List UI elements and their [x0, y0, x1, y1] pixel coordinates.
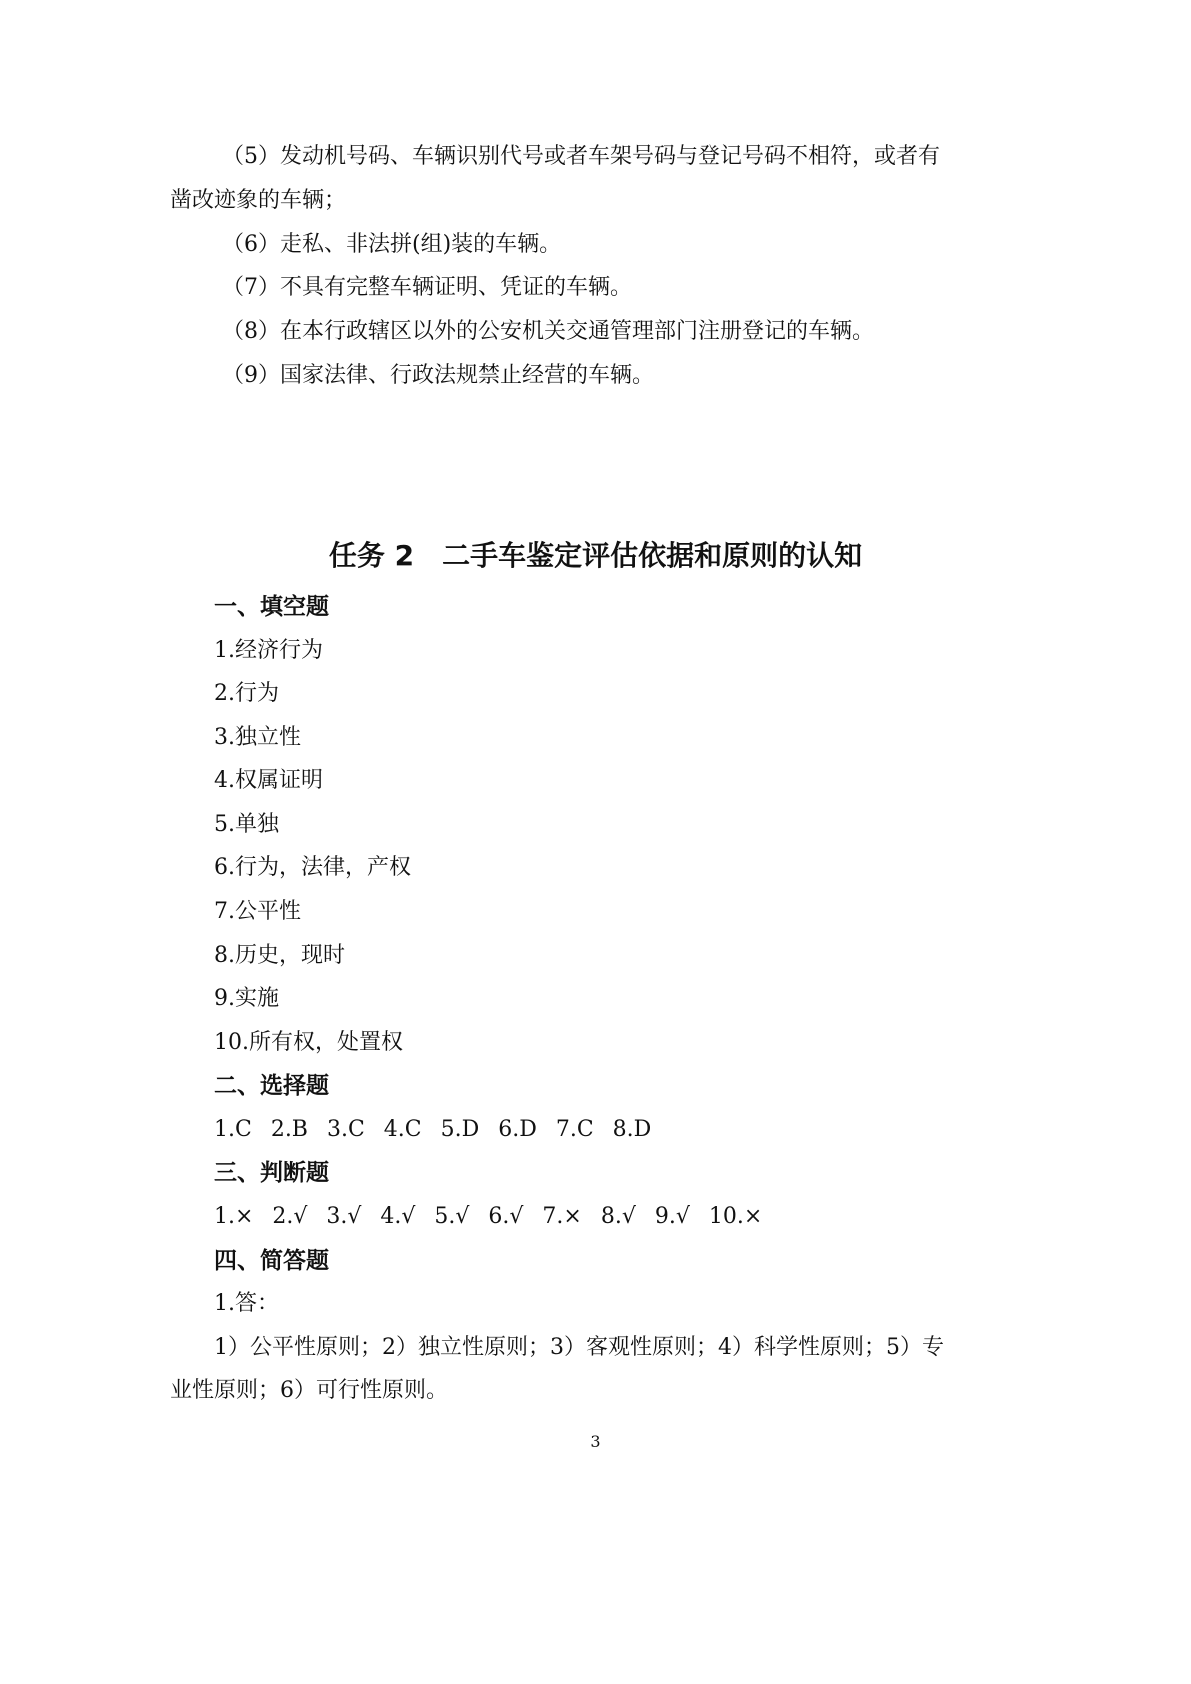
answer-item: 1.经济行为	[214, 638, 323, 663]
answer-item: 4.权属证明	[214, 768, 323, 793]
list-item-6: （6）走私、非法拼(组)装的车辆。	[222, 232, 562, 257]
short-answer-line: 1）公平性原则；2）独立性原则；3）客观性原则；4）科学性原则；5）专	[214, 1335, 944, 1360]
answer-item: 2.行为	[214, 681, 279, 706]
answer-item: 3.独立性	[214, 725, 301, 750]
answer-item: 10.所有权，处置权	[214, 1030, 403, 1055]
section-heading: 二、选择题	[214, 1073, 329, 1099]
answer-item: 7.公平性	[214, 899, 301, 924]
judgment-answers: 1.× 2.√ 3.√ 4.√ 5.√ 6.√ 7.× 8.√ 9.√ 10.×	[214, 1204, 763, 1229]
task-title: 任务 2 二手车鉴定评估依据和原则的认知	[328, 539, 863, 572]
answer-item: 8.历史，现时	[214, 943, 345, 968]
short-answer-line: 业性原则；6）可行性原则。	[170, 1378, 448, 1403]
list-item-5-continuation: 凿改迹象的车辆；	[170, 188, 347, 213]
section-heading: 四、简答题	[214, 1248, 329, 1274]
answer-item: 9.实施	[214, 986, 279, 1011]
answer-item: 6.行为，法律，产权	[214, 855, 411, 880]
list-item-7: （7）不具有完整车辆证明、凭证的车辆。	[222, 275, 632, 300]
answer-item: 5.单独	[214, 812, 279, 837]
list-item-9: （9）国家法律、行政法规禁止经营的车辆。	[222, 363, 654, 388]
choice-answers: 1.C 2.B 3.C 4.C 5.D 6.D 7.C 8.D	[214, 1117, 652, 1142]
section-heading: 一、填空题	[214, 594, 329, 620]
section-heading: 三、判断题	[214, 1160, 329, 1186]
page-number: 3	[590, 1432, 601, 1451]
short-answer-label: 1.答：	[214, 1291, 279, 1316]
list-item-5: （5）发动机号码、车辆识别代号或者车架号码与登记号码不相符，或者有	[222, 144, 940, 169]
list-item-8: （8）在本行政辖区以外的公安机关交通管理部门注册登记的车辆。	[222, 319, 874, 344]
